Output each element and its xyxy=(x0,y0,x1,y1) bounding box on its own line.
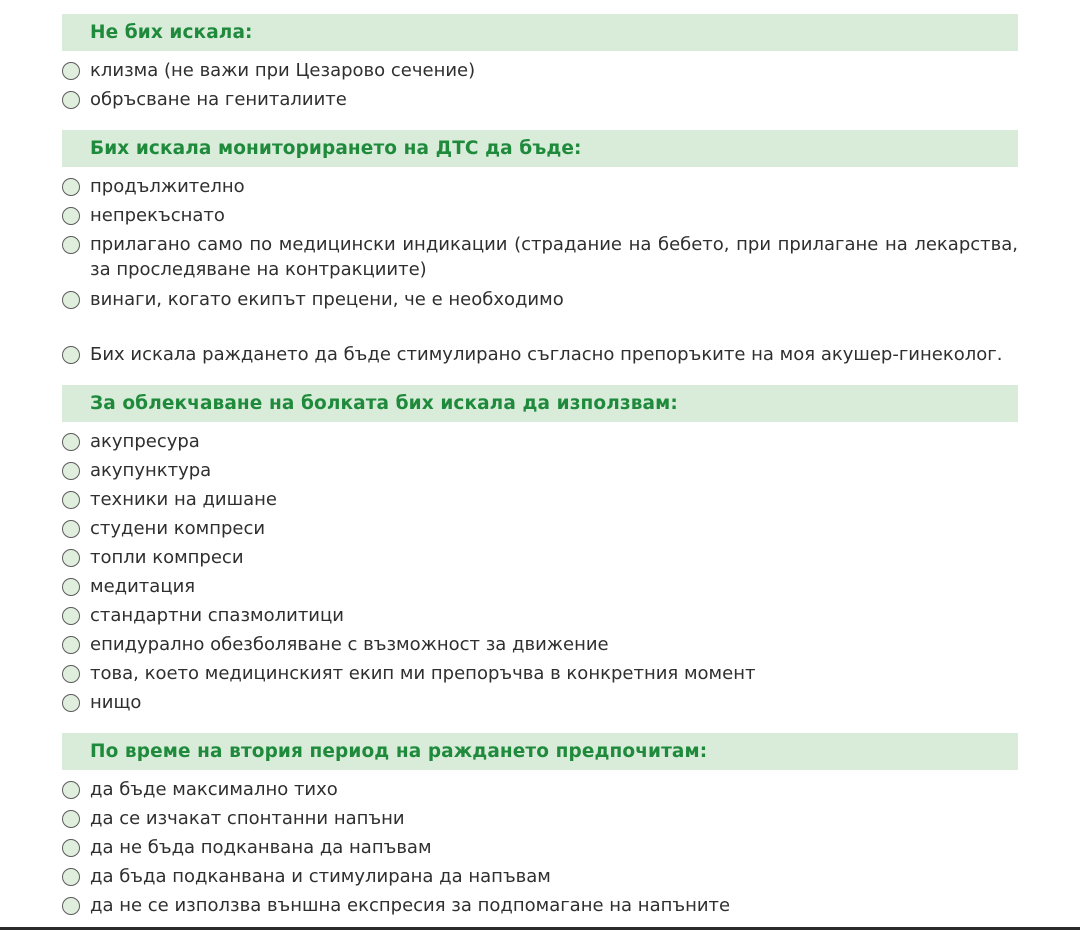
option-label: нищо xyxy=(90,692,142,713)
option-spontaneous-pushing[interactable] xyxy=(62,809,1018,831)
option-label: акупресура xyxy=(90,431,200,452)
section-title: Не бих искала: xyxy=(90,22,253,43)
option-label: това, което медицинският екип ми препоръчва в конкретния момент xyxy=(90,663,756,684)
radio-button[interactable] xyxy=(62,578,80,596)
radio-button[interactable] xyxy=(62,491,80,509)
option-label: топли компреси xyxy=(90,547,244,568)
option-label: да не бъда подканвана да напъвам xyxy=(90,837,432,858)
option-cold-compress[interactable] xyxy=(62,519,1018,541)
radio-button[interactable] xyxy=(62,810,80,828)
option-label: акупунктура xyxy=(90,460,212,481)
option-acupressure[interactable] xyxy=(62,432,1018,454)
radio-button[interactable] xyxy=(62,694,80,712)
section-title: По време на втория период на раждането предпочитам: xyxy=(90,741,708,762)
radio-button[interactable] xyxy=(62,897,80,915)
option-label: винаги, когато екипът прецени, че е необходимо xyxy=(90,289,564,310)
radio-button[interactable] xyxy=(62,636,80,654)
section-header-monitoring xyxy=(62,130,1018,167)
option-acupuncture[interactable] xyxy=(62,461,1018,483)
option-labor-stimulation[interactable] xyxy=(62,345,1018,367)
option-label: да бъда подканвана и стимулирана да напъвам xyxy=(90,866,551,887)
option-label: да се изчакат спонтанни напъни xyxy=(90,808,405,829)
radio-button[interactable] xyxy=(62,781,80,799)
option-no-coached-pushing[interactable] xyxy=(62,838,1018,860)
option-breathing[interactable] xyxy=(62,490,1018,512)
option-label: епидурално обезболяване с възможност за движение xyxy=(90,634,609,655)
option-team-recommendation[interactable] xyxy=(62,664,1018,686)
radio-button[interactable] xyxy=(62,462,80,480)
section-header-pain-relief xyxy=(62,385,1018,422)
option-label: медитация xyxy=(90,576,196,597)
radio-button[interactable] xyxy=(62,868,80,886)
section-title: За облекчаване на болката бих искала да използвам: xyxy=(90,393,678,414)
option-meditation[interactable] xyxy=(62,577,1018,599)
option-antispasmodics[interactable] xyxy=(62,606,1018,628)
option-label: непрекъснато xyxy=(90,205,225,226)
option-monitoring-continuous[interactable] xyxy=(62,206,1018,228)
option-coached-pushing[interactable] xyxy=(62,867,1018,889)
radio-button[interactable] xyxy=(62,346,80,364)
option-label: продължително xyxy=(90,176,245,197)
option-monitoring-indications[interactable] xyxy=(62,235,1018,282)
radio-button[interactable] xyxy=(62,62,80,80)
radio-button[interactable] xyxy=(62,291,80,309)
radio-button[interactable] xyxy=(62,178,80,196)
radio-button[interactable] xyxy=(62,91,80,109)
option-label: техники на дишане xyxy=(90,489,277,510)
option-epidural[interactable] xyxy=(62,635,1018,657)
option-label: студени компреси xyxy=(90,518,266,539)
radio-button[interactable] xyxy=(62,665,80,683)
option-label: да не се използва външна експресия за подпомагане на напъните xyxy=(90,895,731,916)
option-enema[interactable] xyxy=(62,61,1018,83)
option-label: клизма (не важи при Цезарово сечение) xyxy=(90,60,476,81)
radio-button[interactable] xyxy=(62,236,80,254)
option-no-fundal-pressure[interactable] xyxy=(62,896,1018,918)
section-title: Бих искала мониторирането на ДТС да бъде: xyxy=(90,138,582,159)
option-nothing[interactable] xyxy=(62,693,1018,715)
radio-button[interactable] xyxy=(62,207,80,225)
option-label: прилагано само по медицински индикации (страдание на бебето, при прилагане на лекарства, за проследяване на контракциите) xyxy=(90,234,1018,280)
radio-button[interactable] xyxy=(62,839,80,857)
radio-button[interactable] xyxy=(62,549,80,567)
radio-button[interactable] xyxy=(62,433,80,451)
option-quiet[interactable] xyxy=(62,780,1018,802)
radio-button[interactable] xyxy=(62,520,80,538)
option-label: стандартни спазмолитици xyxy=(90,605,344,626)
option-shaving[interactable] xyxy=(62,90,1018,112)
option-monitoring-team-decision[interactable] xyxy=(62,290,1018,312)
radio-button[interactable] xyxy=(62,607,80,625)
section-header-refusals xyxy=(62,14,1018,51)
option-label: обръсване на гениталиите xyxy=(90,89,347,110)
option-label: да бъде максимално тихо xyxy=(90,779,338,800)
option-monitoring-prolonged[interactable] xyxy=(62,177,1018,199)
section-header-second-stage xyxy=(62,733,1018,770)
option-warm-compress[interactable] xyxy=(62,548,1018,570)
option-label: Бих искала раждането да бъде стимулирано съгласно препоръките на моя акушер-гинеколог. xyxy=(90,344,1003,365)
